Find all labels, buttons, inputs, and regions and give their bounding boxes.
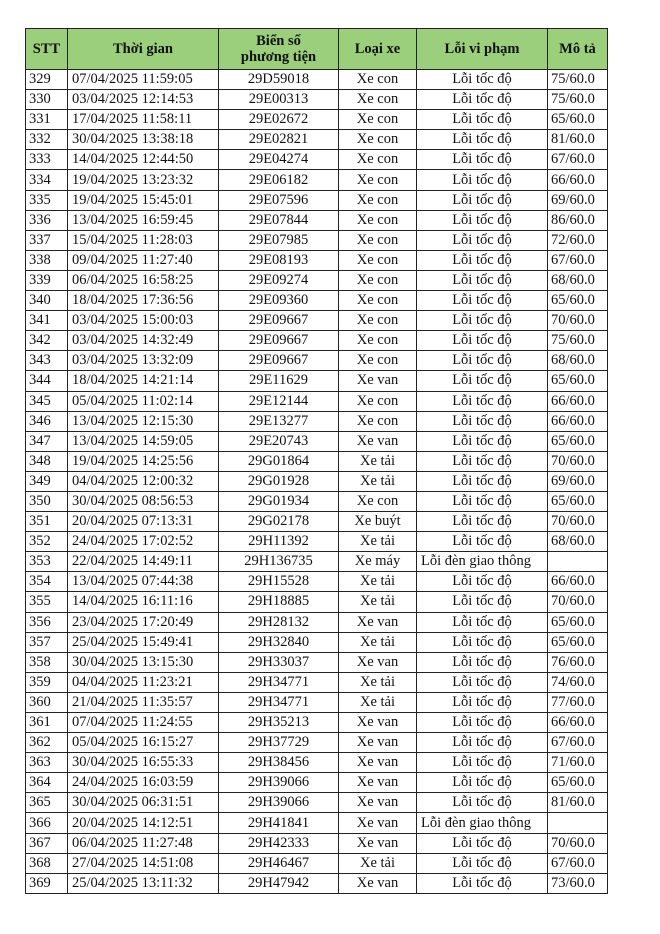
cell-vehicle-type: Xe buýt [339, 512, 417, 532]
cell-plate: 29H38456 [219, 753, 339, 773]
cell-time: 15/04/2025 11:28:03 [68, 230, 219, 250]
cell-violation: Lỗi tốc độ [417, 371, 548, 391]
cell-violation: Lỗi tốc độ [417, 130, 548, 150]
cell-plate: 29H18885 [219, 592, 339, 612]
cell-stt: 337 [26, 230, 68, 250]
cell-violation: Lỗi tốc độ [417, 873, 548, 893]
cell-violation: Lỗi tốc độ [417, 773, 548, 793]
cell-vehicle-type: Xe tải [339, 532, 417, 552]
cell-time: 05/04/2025 11:02:14 [68, 391, 219, 411]
cell-time: 13/04/2025 14:59:05 [68, 431, 219, 451]
cell-plate: 29H39066 [219, 773, 339, 793]
cell-violation: Lỗi tốc độ [417, 270, 548, 290]
cell-plate: 29E07844 [219, 210, 339, 230]
cell-vehicle-type: Xe tải [339, 592, 417, 612]
table-row [26, 331, 608, 351]
cell-violation: Lỗi tốc độ [417, 411, 548, 431]
cell-plate: 29E02672 [219, 110, 339, 130]
cell-plate: 29H32840 [219, 632, 339, 652]
cell-vehicle-type: Xe con [339, 411, 417, 431]
cell-violation: Lỗi tốc độ [417, 351, 548, 371]
cell-vehicle-type: Xe con [339, 331, 417, 351]
cell-vehicle-type: Xe con [339, 210, 417, 230]
table-row [26, 813, 608, 833]
cell-time: 22/04/2025 14:49:11 [68, 552, 219, 572]
cell-description: 70/60.0 [548, 512, 608, 532]
cell-time: 06/04/2025 11:27:48 [68, 833, 219, 853]
cell-time: 06/04/2025 16:58:25 [68, 270, 219, 290]
cell-stt: 342 [26, 331, 68, 351]
table-row [26, 130, 608, 150]
cell-vehicle-type: Xe van [339, 652, 417, 672]
cell-description: 66/60.0 [548, 411, 608, 431]
cell-plate: 29H42333 [219, 833, 339, 853]
cell-violation: Lỗi tốc độ [417, 793, 548, 813]
cell-vehicle-type: Xe con [339, 311, 417, 331]
table-row [26, 491, 608, 511]
cell-plate: 29H28132 [219, 612, 339, 632]
table-row [26, 411, 608, 431]
cell-time: 24/04/2025 16:03:59 [68, 773, 219, 793]
table-row [26, 512, 608, 532]
table-row [26, 230, 608, 250]
cell-plate: 29E02821 [219, 130, 339, 150]
cell-plate: 29H34771 [219, 692, 339, 712]
cell-time: 13/04/2025 12:15:30 [68, 411, 219, 431]
cell-stt: 329 [26, 70, 68, 90]
cell-stt: 345 [26, 391, 68, 411]
cell-plate: 29G01934 [219, 491, 339, 511]
table-row [26, 431, 608, 451]
cell-time: 17/04/2025 11:58:11 [68, 110, 219, 130]
cell-time: 07/04/2025 11:24:55 [68, 713, 219, 733]
cell-description: 77/60.0 [548, 692, 608, 712]
cell-plate: 29H15528 [219, 572, 339, 592]
cell-stt: 366 [26, 813, 68, 833]
cell-violation: Lỗi tốc độ [417, 491, 548, 511]
header-time: Thời gian [68, 29, 219, 70]
cell-plate: 29E13277 [219, 411, 339, 431]
cell-stt: 368 [26, 853, 68, 873]
cell-vehicle-type: Xe tải [339, 451, 417, 471]
table-row [26, 70, 608, 90]
cell-description: 67/60.0 [548, 250, 608, 270]
cell-violation: Lỗi tốc độ [417, 391, 548, 411]
header-description: Mô tả [548, 29, 608, 70]
cell-violation: Lỗi tốc độ [417, 150, 548, 170]
cell-vehicle-type: Xe tải [339, 471, 417, 491]
cell-description [548, 552, 608, 572]
cell-violation: Lỗi tốc độ [417, 833, 548, 853]
cell-violation: Lỗi tốc độ [417, 512, 548, 532]
cell-stt: 360 [26, 692, 68, 712]
cell-stt: 369 [26, 873, 68, 893]
cell-vehicle-type: Xe van [339, 813, 417, 833]
table-body [26, 70, 608, 894]
cell-plate: 29E09667 [219, 311, 339, 331]
table-row [26, 532, 608, 552]
table-row [26, 652, 608, 672]
cell-stt: 339 [26, 270, 68, 290]
cell-description: 67/60.0 [548, 853, 608, 873]
cell-plate: 29E08193 [219, 250, 339, 270]
cell-violation: Lỗi tốc độ [417, 230, 548, 250]
table-row [26, 572, 608, 592]
cell-plate: 29G01928 [219, 471, 339, 491]
cell-time: 13/04/2025 07:44:38 [68, 572, 219, 592]
cell-plate: 29E20743 [219, 431, 339, 451]
table-row [26, 592, 608, 612]
cell-plate: 29E06182 [219, 170, 339, 190]
cell-time: 05/04/2025 16:15:27 [68, 733, 219, 753]
cell-violation: Lỗi tốc độ [417, 451, 548, 471]
cell-time: 14/04/2025 12:44:50 [68, 150, 219, 170]
cell-stt: 351 [26, 512, 68, 532]
cell-vehicle-type: Xe van [339, 713, 417, 733]
cell-vehicle-type: Xe con [339, 110, 417, 130]
cell-violation: Lỗi tốc độ [417, 652, 548, 672]
cell-violation: Lỗi tốc độ [417, 311, 548, 331]
table-row [26, 692, 608, 712]
cell-plate: 29H37729 [219, 733, 339, 753]
table-row [26, 713, 608, 733]
table-row [26, 833, 608, 853]
cell-description: 81/60.0 [548, 793, 608, 813]
cell-plate: 29E09667 [219, 331, 339, 351]
cell-plate: 29E07985 [219, 230, 339, 250]
cell-description: 66/60.0 [548, 713, 608, 733]
cell-description [548, 813, 608, 833]
cell-violation: Lỗi tốc độ [417, 713, 548, 733]
cell-time: 30/04/2025 08:56:53 [68, 491, 219, 511]
cell-time: 19/04/2025 15:45:01 [68, 190, 219, 210]
cell-description: 65/60.0 [548, 371, 608, 391]
cell-plate: 29E07596 [219, 190, 339, 210]
cell-stt: 361 [26, 713, 68, 733]
cell-stt: 348 [26, 451, 68, 471]
table-row [26, 632, 608, 652]
cell-time: 20/04/2025 07:13:31 [68, 512, 219, 532]
cell-vehicle-type: Xe tải [339, 632, 417, 652]
header-plate-line1: Biển số [256, 33, 301, 49]
cell-description: 65/60.0 [548, 632, 608, 652]
cell-plate: 29H39066 [219, 793, 339, 813]
cell-time: 19/04/2025 13:23:32 [68, 170, 219, 190]
cell-plate: 29E04274 [219, 150, 339, 170]
violations-table [25, 28, 608, 894]
cell-vehicle-type: Xe tải [339, 572, 417, 592]
cell-vehicle-type: Xe van [339, 833, 417, 853]
cell-time: 13/04/2025 16:59:45 [68, 210, 219, 230]
cell-description: 68/60.0 [548, 270, 608, 290]
cell-vehicle-type: Xe van [339, 753, 417, 773]
cell-time: 21/04/2025 11:35:57 [68, 692, 219, 712]
cell-stt: 352 [26, 532, 68, 552]
cell-time: 03/04/2025 12:14:53 [68, 90, 219, 110]
cell-stt: 353 [26, 552, 68, 572]
cell-description: 73/60.0 [548, 873, 608, 893]
header-plate [219, 29, 339, 70]
cell-description: 69/60.0 [548, 190, 608, 210]
header-violation: Lỗi vi phạm [417, 29, 548, 70]
cell-description: 66/60.0 [548, 572, 608, 592]
header-plate-line2: phương tiện [240, 49, 317, 65]
cell-description: 65/60.0 [548, 431, 608, 451]
cell-violation: Lỗi tốc độ [417, 592, 548, 612]
cell-stt: 357 [26, 632, 68, 652]
cell-vehicle-type: Xe con [339, 130, 417, 150]
table-row [26, 672, 608, 692]
cell-plate: 29H41841 [219, 813, 339, 833]
cell-time: 18/04/2025 14:21:14 [68, 371, 219, 391]
cell-time: 03/04/2025 13:32:09 [68, 351, 219, 371]
cell-time: 09/04/2025 11:27:40 [68, 250, 219, 270]
cell-description: 70/60.0 [548, 833, 608, 853]
cell-plate: 29H46467 [219, 853, 339, 873]
cell-time: 03/04/2025 15:00:03 [68, 311, 219, 331]
cell-description: 65/60.0 [548, 291, 608, 311]
cell-description: 67/60.0 [548, 150, 608, 170]
cell-description: 71/60.0 [548, 753, 608, 773]
cell-violation: Lỗi tốc độ [417, 170, 548, 190]
cell-stt: 355 [26, 592, 68, 612]
cell-time: 30/04/2025 06:31:51 [68, 793, 219, 813]
cell-vehicle-type: Xe van [339, 873, 417, 893]
cell-stt: 336 [26, 210, 68, 230]
cell-vehicle-type: Xe van [339, 733, 417, 753]
table-row [26, 873, 608, 893]
cell-vehicle-type: Xe con [339, 230, 417, 250]
table-row [26, 853, 608, 873]
cell-time: 23/04/2025 17:20:49 [68, 612, 219, 632]
table-row [26, 773, 608, 793]
cell-stt: 343 [26, 351, 68, 371]
cell-description: 66/60.0 [548, 170, 608, 190]
cell-vehicle-type: Xe con [339, 190, 417, 210]
cell-stt: 334 [26, 170, 68, 190]
table-row [26, 733, 608, 753]
cell-time: 27/04/2025 14:51:08 [68, 853, 219, 873]
cell-plate: 29H34771 [219, 672, 339, 692]
cell-violation: Lỗi tốc độ [417, 672, 548, 692]
cell-vehicle-type: Xe con [339, 90, 417, 110]
cell-plate: 29E09360 [219, 291, 339, 311]
cell-time: 03/04/2025 14:32:49 [68, 331, 219, 351]
cell-description: 65/60.0 [548, 612, 608, 632]
table-row [26, 110, 608, 130]
cell-stt: 341 [26, 311, 68, 331]
header-vehicle-type: Loại xe [339, 29, 417, 70]
cell-description: 65/60.0 [548, 491, 608, 511]
cell-violation: Lỗi tốc độ [417, 70, 548, 90]
cell-violation: Lỗi tốc độ [417, 291, 548, 311]
cell-vehicle-type: Xe van [339, 773, 417, 793]
cell-description: 69/60.0 [548, 471, 608, 491]
cell-stt: 365 [26, 793, 68, 813]
cell-plate: 29G01864 [219, 451, 339, 471]
cell-time: 30/04/2025 13:15:30 [68, 652, 219, 672]
cell-description: 70/60.0 [548, 592, 608, 612]
cell-violation: Lỗi tốc độ [417, 250, 548, 270]
cell-violation: Lỗi tốc độ [417, 90, 548, 110]
cell-violation: Lỗi tốc độ [417, 331, 548, 351]
cell-stt: 347 [26, 431, 68, 451]
cell-violation: Lỗi tốc độ [417, 210, 548, 230]
cell-violation: Lỗi tốc độ [417, 110, 548, 130]
cell-violation: Lỗi tốc độ [417, 632, 548, 652]
table-row [26, 250, 608, 270]
cell-stt: 330 [26, 90, 68, 110]
cell-violation: Lỗi tốc độ [417, 532, 548, 552]
cell-plate: 29H33037 [219, 652, 339, 672]
table-row [26, 351, 608, 371]
cell-time: 24/04/2025 17:02:52 [68, 532, 219, 552]
cell-description: 81/60.0 [548, 130, 608, 150]
cell-vehicle-type: Xe con [339, 70, 417, 90]
cell-time: 14/04/2025 16:11:16 [68, 592, 219, 612]
cell-plate: 29H47942 [219, 873, 339, 893]
cell-vehicle-type: Xe van [339, 793, 417, 813]
cell-vehicle-type: Xe van [339, 612, 417, 632]
cell-time: 19/04/2025 14:25:56 [68, 451, 219, 471]
table-row [26, 170, 608, 190]
cell-time: 07/04/2025 11:59:05 [68, 70, 219, 90]
cell-description: 67/60.0 [548, 733, 608, 753]
cell-stt: 332 [26, 130, 68, 150]
cell-time: 25/04/2025 15:49:41 [68, 632, 219, 652]
table-row [26, 753, 608, 773]
cell-description: 75/60.0 [548, 70, 608, 90]
cell-stt: 335 [26, 190, 68, 210]
cell-time: 30/04/2025 13:38:18 [68, 130, 219, 150]
cell-vehicle-type: Xe van [339, 431, 417, 451]
cell-plate: 29E09667 [219, 351, 339, 371]
cell-stt: 344 [26, 371, 68, 391]
cell-vehicle-type: Xe con [339, 351, 417, 371]
cell-description: 72/60.0 [548, 230, 608, 250]
cell-violation: Lỗi tốc độ [417, 853, 548, 873]
table-row [26, 552, 608, 572]
cell-vehicle-type: Xe van [339, 371, 417, 391]
table-row [26, 90, 608, 110]
cell-description: 66/60.0 [548, 391, 608, 411]
cell-violation: Lỗi tốc độ [417, 572, 548, 592]
cell-violation: Lỗi tốc độ [417, 733, 548, 753]
cell-stt: 338 [26, 250, 68, 270]
cell-stt: 359 [26, 672, 68, 692]
cell-vehicle-type: Xe con [339, 491, 417, 511]
cell-violation: Lỗi tốc độ [417, 753, 548, 773]
cell-violation: Lỗi tốc độ [417, 612, 548, 632]
cell-plate: 29H11392 [219, 532, 339, 552]
cell-plate: 29D59018 [219, 70, 339, 90]
cell-description: 68/60.0 [548, 351, 608, 371]
cell-stt: 363 [26, 753, 68, 773]
cell-vehicle-type: Xe con [339, 291, 417, 311]
cell-vehicle-type: Xe con [339, 391, 417, 411]
cell-stt: 362 [26, 733, 68, 753]
table-row [26, 270, 608, 290]
cell-description: 65/60.0 [548, 110, 608, 130]
cell-plate: 29E12144 [219, 391, 339, 411]
cell-description: 70/60.0 [548, 451, 608, 471]
cell-violation: Lỗi tốc độ [417, 692, 548, 712]
cell-time: 30/04/2025 16:55:33 [68, 753, 219, 773]
cell-plate: 29H35213 [219, 713, 339, 733]
cell-violation: Lỗi đèn giao thông [417, 552, 548, 572]
cell-stt: 367 [26, 833, 68, 853]
cell-vehicle-type: Xe máy [339, 552, 417, 572]
cell-description: 75/60.0 [548, 90, 608, 110]
cell-vehicle-type: Xe tải [339, 672, 417, 692]
table-row [26, 291, 608, 311]
cell-description: 70/60.0 [548, 311, 608, 331]
cell-stt: 364 [26, 773, 68, 793]
cell-stt: 354 [26, 572, 68, 592]
cell-vehicle-type: Xe con [339, 270, 417, 290]
cell-stt: 358 [26, 652, 68, 672]
cell-plate: 29G02178 [219, 512, 339, 532]
cell-violation: Lỗi tốc độ [417, 471, 548, 491]
table-row [26, 793, 608, 813]
cell-violation: Lỗi tốc độ [417, 431, 548, 451]
cell-stt: 346 [26, 411, 68, 431]
header-stt: STT [26, 29, 68, 70]
cell-vehicle-type: Xe tải [339, 853, 417, 873]
cell-description: 86/60.0 [548, 210, 608, 230]
cell-plate: 29E11629 [219, 371, 339, 391]
header-row [26, 29, 608, 70]
cell-stt: 340 [26, 291, 68, 311]
cell-time: 25/04/2025 13:11:32 [68, 873, 219, 893]
cell-violation: Lỗi tốc độ [417, 190, 548, 210]
table-row [26, 311, 608, 331]
cell-description: 74/60.0 [548, 672, 608, 692]
cell-violation: Lỗi đèn giao thông [417, 813, 548, 833]
cell-stt: 331 [26, 110, 68, 130]
cell-vehicle-type: Xe tải [339, 692, 417, 712]
cell-plate: 29H136735 [219, 552, 339, 572]
cell-stt: 349 [26, 471, 68, 491]
table-row [26, 612, 608, 632]
cell-vehicle-type: Xe con [339, 170, 417, 190]
cell-time: 04/04/2025 12:00:32 [68, 471, 219, 491]
cell-description: 68/60.0 [548, 532, 608, 552]
cell-plate: 29E09274 [219, 270, 339, 290]
table-row [26, 451, 608, 471]
cell-stt: 356 [26, 612, 68, 632]
table-row [26, 371, 608, 391]
table-row [26, 471, 608, 491]
table-row [26, 391, 608, 411]
cell-vehicle-type: Xe con [339, 150, 417, 170]
cell-plate: 29E00313 [219, 90, 339, 110]
cell-time: 04/04/2025 11:23:21 [68, 672, 219, 692]
cell-description: 65/60.0 [548, 773, 608, 793]
cell-description: 76/60.0 [548, 652, 608, 672]
cell-vehicle-type: Xe con [339, 250, 417, 270]
table-row [26, 190, 608, 210]
cell-description: 75/60.0 [548, 331, 608, 351]
table-row [26, 210, 608, 230]
cell-time: 18/04/2025 17:36:56 [68, 291, 219, 311]
table-row [26, 150, 608, 170]
cell-time: 20/04/2025 14:12:51 [68, 813, 219, 833]
cell-stt: 333 [26, 150, 68, 170]
cell-stt: 350 [26, 491, 68, 511]
